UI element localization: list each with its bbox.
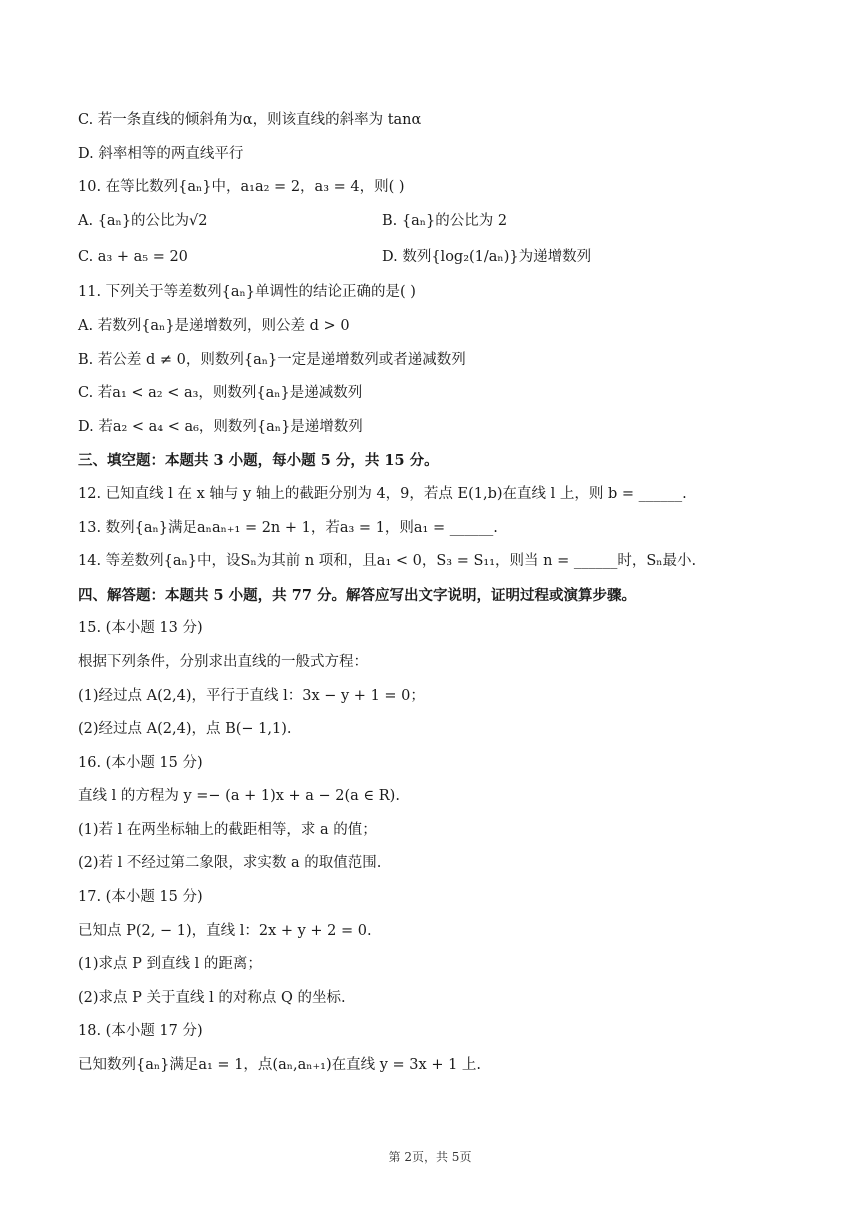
- section-fill-in: 三、填空题：本题共 3 小题，每小题 5 分，共 15 分。: [78, 452, 439, 470]
- question-14: 14. 等差数列{aₙ}中，设Sₙ为其前 n 项和，且a₁ < 0，S₃ = S₁₁，则当 n = ______时，Sₙ最小.: [78, 553, 697, 570]
- document-body: [78, 104, 798, 1083]
- option-11c: C. 若a₁ < a₂ < a₃，则数列{aₙ}是递减数列: [78, 385, 363, 402]
- section-answers: 四、解答题：本题共 5 小题，共 77 分。解答应写出文字说明，证明过程或演算步骤。: [78, 586, 636, 604]
- question-16-part1: (1)若 l 在两坐标轴上的截距相等，求 a 的值；: [78, 821, 377, 838]
- question-13: 13. 数列{aₙ}满足aₙaₙ₊₁ = 2n + 1，若a₃ = 1，则a₁ = ______.: [78, 519, 498, 536]
- question-17-part1: (1)求点 P 到直线 l 的距离；: [78, 956, 262, 973]
- question-11: 11. 下列关于等差数列{aₙ}单调性的结论正确的是( ): [78, 284, 416, 301]
- question-15-part2: (2)经过点 A(2,4)，点 B(− 1,1).: [78, 721, 292, 738]
- page-footer: 第 2页，共 5页: [388, 1150, 472, 1164]
- option-10a: A. {aₙ}的公比为√2: [78, 212, 208, 229]
- question-17-stem: 已知点 P(2, − 1)，直线 l：2x + y + 2 = 0.: [78, 922, 372, 939]
- line-10ab: [78, 205, 798, 239]
- question-17-part2: (2)求点 P 关于直线 l 的对称点 Q 的坐标.: [78, 989, 346, 1006]
- question-17-header: 17. (本小题 15 分): [78, 889, 203, 906]
- question-15-header: 15. (本小题 13 分): [78, 620, 203, 637]
- question-18-stem: 已知数列{aₙ}满足a₁ = 1，点(aₙ,aₙ₊₁)在直线 y = 3x + 1 上.: [78, 1057, 482, 1074]
- option-10b: B. {aₙ}的公比为 2: [382, 212, 508, 229]
- option-11d: D. 若a₂ < a₄ < a₆，则数列{aₙ}是递增数列: [78, 418, 363, 435]
- line-10cd: [78, 238, 798, 276]
- question-18-header: 18. (本小题 17 分): [78, 1023, 203, 1040]
- question-10: 10. 在等比数列{aₙ}中，a₁a₂ = 2，a₃ = 4，则( ): [78, 179, 405, 196]
- question-16-header: 16. (本小题 15 分): [78, 754, 203, 771]
- option-10d: D. 数列{log₂(1/aₙ)}为递增数列: [382, 249, 592, 266]
- line-9c: C. 若一条直线的倾斜角为α，则该直线的斜率为 tanα: [78, 112, 422, 128]
- question-16-part2: (2)若 l 不经过第二象限，求实数 a 的取值范围.: [78, 855, 382, 872]
- option-10c: C. a₃ + a₅ = 20: [78, 249, 188, 266]
- option-11a: A. 若数列{aₙ}是递增数列，则公差 d > 0: [78, 317, 350, 334]
- question-15-stem: 根据下列条件，分别求出直线的一般式方程：: [78, 653, 368, 670]
- line-9d: D. 斜率相等的两直线平行: [78, 145, 244, 162]
- option-11b: B. 若公差 d ≠ 0，则数列{aₙ}一定是递增数列或者递减数列: [78, 351, 466, 368]
- question-15-part1: (1)经过点 A(2,4)，平行于直线 l：3x − y + 1 = 0；: [78, 687, 425, 704]
- question-12: 12. 已知直线 l 在 x 轴与 y 轴上的截距分别为 4，9，若点 E(1,b)在直线 l 上，则 b = ______.: [78, 485, 687, 502]
- question-16-stem: 直线 l 的方程为 y =− (a + 1)x + a − 2(a ∈ R).: [78, 788, 400, 805]
